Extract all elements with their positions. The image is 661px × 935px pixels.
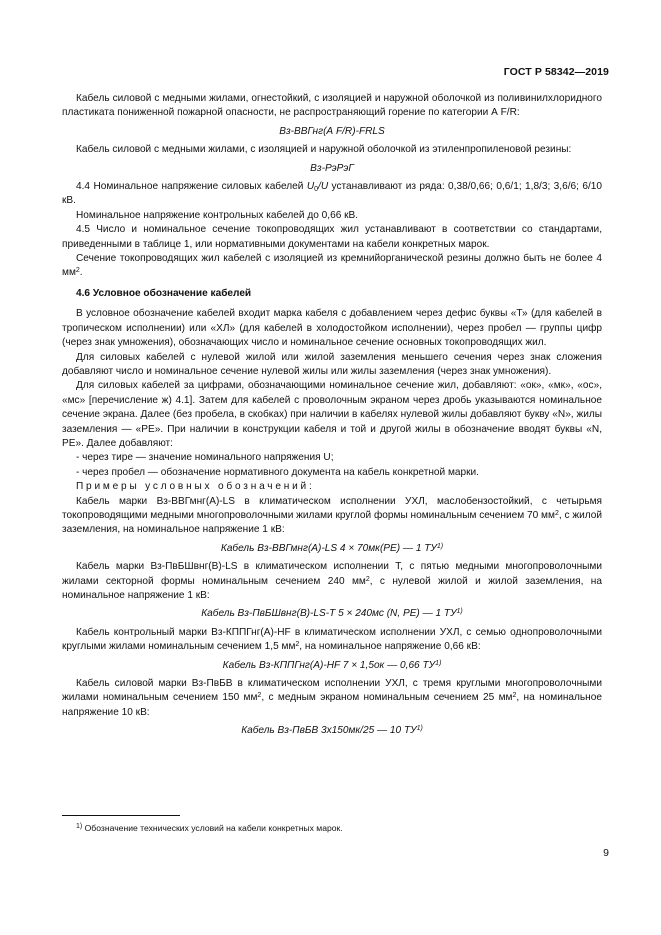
paragraph: Кабель силовой с медными жилами, огнестойкий, с изоляцией и наружной оболочкой из поливинилхлоридного пластиката пониженной пожарной опасности, не распространяющий горение по категории А F/R: <box>62 93 602 119</box>
example-description: Кабель силовой марки Вз-ПвБВ в климатическом исполнении УХЛ, с тремя круглыми многопроволочными жилами номинальным сечением 150 $мм^2$, с медным экраном номинальным сечением 25 $мм^2$, на номинальное напряжение 10 кВ: <box>62 678 602 718</box>
footnote-mark: 1) <box>416 725 423 733</box>
example-designation: Кабель Вз-ПвБВ 3х150мк/25 — 10 ТУ$^{1)}$ <box>241 725 423 737</box>
rated-voltage-paragraph: 4.4 Номинальное напряжение силовых кабелей $U_0/U$ устанавливают из ряда: 0,38/0,66; 0,6/1; 1,8/3; 3,6/6; 6/10 кВ. <box>62 181 602 207</box>
list-item: - через пробел — обозначение нормативного документа на кабель конкретной марки. <box>76 466 479 478</box>
section-4-6 <box>62 287 602 495</box>
cable-description-2 <box>62 143 602 176</box>
cable-designation: Вз-РэРэГ <box>310 162 354 174</box>
paragraph: Для силовых кабелей с нулевой жилой или жилой заземления меньшего сечения через знак сложения добавляют число и номинальное сечение нулевой жилы или жилы заземления (через знак умножения). <box>62 351 602 377</box>
example-designation: Кабель Вз-КППГнг(А)-HF 7 × 1,5ок — 0,66 ТУ$^{1)}$ <box>222 659 442 671</box>
footnote: $^{1)}$ Обозначение технических условий на кабели конкретных марок. <box>76 823 343 833</box>
example-2 <box>62 560 602 622</box>
section-heading: 4.6 Условное обозначение кабелей <box>76 287 252 299</box>
example-4 <box>62 677 602 739</box>
cable-designation: Вз-ВВГнг(А F/R)-FRLS <box>279 125 385 137</box>
cable-description-1 <box>62 92 602 139</box>
paragraph: Кабель силовой с медными жилами, с изоляцией и наружной оболочкой из этиленпропиленовой резины: <box>76 144 572 156</box>
list-item: - через тире — значение номинального напряжения U; <box>76 452 334 464</box>
page-number: 9 <box>603 847 609 859</box>
control-voltage-paragraph: Номинальное напряжение контрольных кабелей до 0,66 кВ. <box>76 209 359 221</box>
page-body <box>62 92 602 739</box>
silicone-paragraph: Сечение токопроводящих жил кабелей с изоляцией из кремнийорганической резины должно быть не более 4 $мм^2$. <box>62 253 602 279</box>
example-1 <box>62 495 602 557</box>
cross-section-paragraph: 4.5 Число и номинальное сечение токопроводящих жил устанавливают в соответствии со стандартами, приведенными в таблице 1, или нормативными документами на кабели конкретных марок. <box>62 224 602 250</box>
example-description: Кабель марки Вз-ПвБШвнг(В)-LS в климатическом исполнении Т, с пятью медными многопроволочными жилами секторной формы номинальным сечением 240 $мм^2$, с нулевой жилой и жилой заземления, на номинальное напряжение 1 кВ: <box>62 561 602 601</box>
footnote-mark: 1) <box>76 823 83 830</box>
footnote-mark: 1) <box>435 659 442 667</box>
example-description: Кабель контрольный марки Вз-КППГнг(А)-HF в климатическом исполнении УХЛ, с семью однопроволочными круглыми жилами номинальным сечением 1,5 $мм^2$, на номинальное напряжение 0,66 кВ: <box>62 626 602 653</box>
paragraph: В условное обозначение кабелей входит марка кабеля с добавлением через дефис буквы «Т» (для кабелей в тропическом исполнении) или «ХЛ» (для кабелей в холодостойком исполнении), через пробел — группы цифр (через знак умножения), обозначающих число и номинальное сечение основных токопроводящих жил. <box>62 308 602 349</box>
example-designation: Кабель Вз-ПвБШвнг(В)-LS-Т 5 × 240мс (N, PE) — 1 ТУ$^{1)}$ <box>201 608 463 620</box>
paragraph: Для силовых кабелей за цифрами, обозначающими номинальное сечение жил, добавляют: «ок», «мк», «ос», «мс» [перечисление ж) 4.1]. Затем для кабелей с проволочным экраном через дробь указываются номинальное сечение экрана. Далее (без пробела, в скобках) при наличии в кабелях нулевой жилы добавляют букву «N», жилы заземления — «PE». При наличии в конструкции кабеля и той и другой жилы в обозначение вводят буквы «N, PE». Далее добавляют: <box>62 380 602 449</box>
examples-label: Примеры условных обозначений: <box>76 481 315 493</box>
section-4-5 <box>62 223 602 281</box>
section-4-4 <box>62 180 602 223</box>
example-3 <box>62 626 602 673</box>
example-designation: Кабель Вз-ВВГмнг(А)-LS 4 × 70мк(PE) — 1 ТУ$^{1)}$ <box>220 542 444 554</box>
footnote-mark: 1) <box>456 608 463 616</box>
standard-number: ГОСТ Р 58342—2019 <box>503 66 609 78</box>
footnote-separator <box>62 815 180 816</box>
example-description: Кабель марки Вз-ВВГмнг(А)-LS в климатическом исполнении УХЛ, маслобензостойкий, с четырьмя токопроводящими медными многопроволочными жилами круглой формы номинальным сечением 70 $мм^2$, с жилой заземления, на номинальное напряжение 1 кВ: <box>62 495 602 536</box>
footnote-mark: 1) <box>436 542 444 550</box>
